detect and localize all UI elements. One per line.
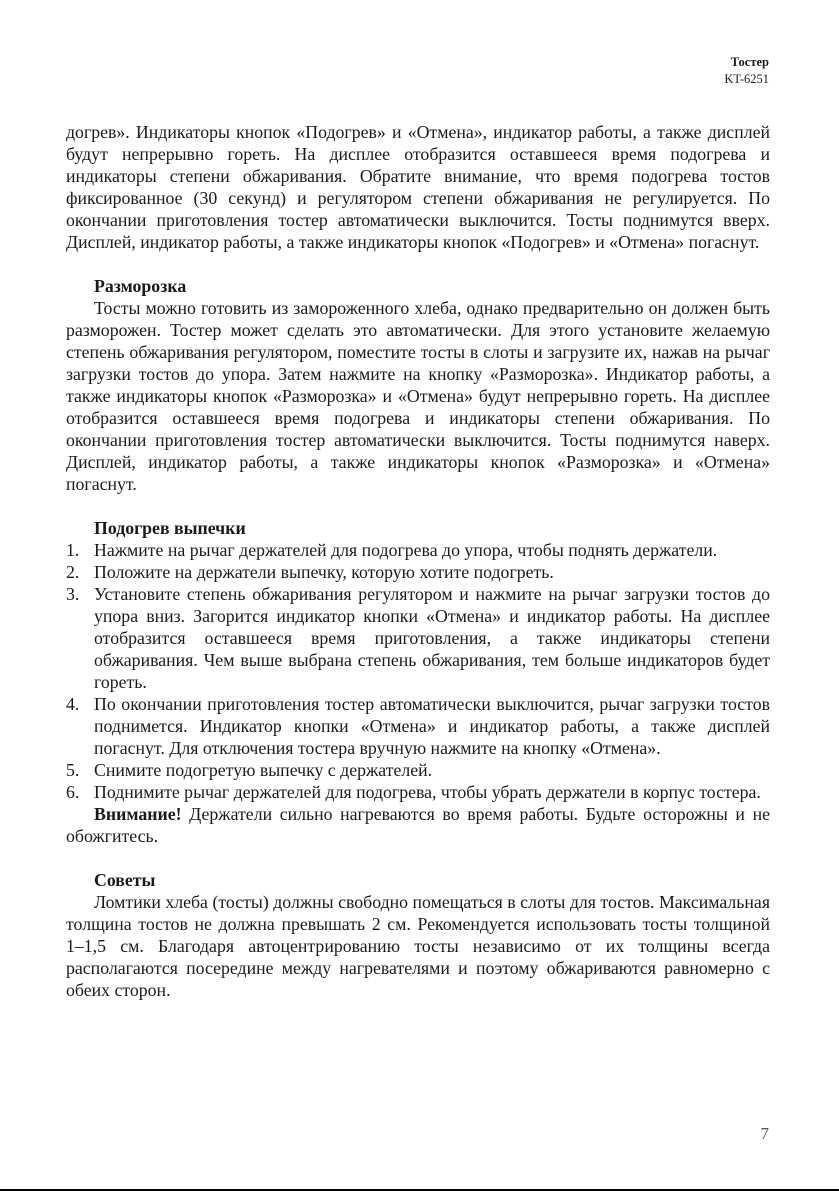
pastry-steps-list — [66, 539, 770, 803]
step-text: Положите на держатели выпечку, которую хотите подогреть. — [94, 562, 554, 582]
step-number: 5. — [66, 760, 80, 780]
tips-paragraph: Ломтики хлеба (тосты) должны свободно помещаться в слоты для тостов. Максимальная толщина тостов не должна превышать 2 см. Рекомендуется использовать тосты толщиной 1–1,5 см. Благодаря автоцентрированию тосты независимо от их толщины всегда располагаются посередине между нагревателями и поэтому обжариваются равномерно с обеих сторон. — [66, 892, 770, 1000]
step-number: 2. — [66, 562, 80, 582]
warning-paragraph — [66, 803, 770, 847]
page-header — [724, 54, 769, 88]
list-item — [66, 561, 770, 583]
step-text: Установите степень обжаривания регулятором и нажмите на рычаг загрузки тостов до упора вниз. Загорится индикатор кнопки «Отмена» и индикатор работы. На дисплее отобразится оставшееся время приготовления, а также индикаторы степени обжаривания. Чем выше выбрана степень обжаривания, тем больше индикаторов будет гореть. — [94, 584, 770, 692]
defrost-heading: Разморозка — [94, 276, 187, 296]
step-text: Поднимите рычаг держателей для подогрева, чтобы убрать держатели в корпус тостера. — [94, 782, 761, 802]
list-item — [66, 759, 770, 781]
step-text: Снимите подогретую выпечку с держателей. — [94, 760, 433, 780]
step-number: 6. — [66, 782, 80, 802]
list-item — [66, 781, 770, 803]
bottom-border — [0, 1189, 839, 1191]
page-content — [66, 121, 770, 1001]
page-number: 7 — [760, 1124, 769, 1143]
product-model: KT-6251 — [724, 72, 769, 86]
step-number: 1. — [66, 540, 80, 560]
step-number: 4. — [66, 694, 80, 714]
list-item — [66, 539, 770, 561]
warning-label: Внимание! — [94, 804, 182, 824]
product-title: Тостер — [730, 55, 769, 69]
pastry-heading: Подогрев выпечки — [94, 518, 246, 538]
list-item — [66, 693, 770, 759]
intro-paragraph: догрев». Индикаторы кнопок «Подогрев» и «Отмена», индикатор работы, а также дисплей будут непрерывно гореть. На дисплее отобразится оставшееся время подогрева и индикаторы степени обжаривания. Обратите внимание, что время подогрева тостов фиксированное (30 секунд) и регулятором степени обжаривания не регулируется. По окончании приготовления тостер автоматически выключится. Тосты поднимутся вверх. Дисплей, индикатор работы, а также индикаторы кнопок «Подогрев» и «Отмена» погаснут. — [66, 122, 770, 252]
defrost-paragraph: Тосты можно готовить из замороженного хлеба, однако предварительно он должен быть разморожен. Тостер может сделать это автоматически. Для этого установите желаемую степень обжаривания регулятором, поместите тосты в слоты и загрузите их, нажав на рычаг загрузки тостов до упора. Затем нажмите на кнопку «Разморозка». Индикатор работы, а также индикаторы кнопок «Разморозка» и «Отмена» будут непрерывно гореть. На дисплее отобразится оставшееся время подогрева и индикаторы степени обжаривания. По окончании приготовления тостер автоматически выключится. Тосты поднимутся наверх. Дисплей, индикатор работы, а также индикаторы кнопок «Разморозка» и «Отмена» погаснут. — [66, 298, 770, 494]
step-text: По окончании приготовления тостер автоматически выключится, рычаг загрузки тостов поднимется. Индикатор кнопки «Отмена» и индикатор работы, а также дисплей погаснут. Для отключения тостера вручную нажмите на кнопку «Отмена». — [94, 694, 770, 758]
step-text: Нажмите на рычаг держателей для подогрева до упора, чтобы поднять держатели. — [94, 540, 718, 560]
step-number: 3. — [66, 584, 80, 604]
tips-heading: Советы — [94, 870, 156, 890]
warning-text: Держатели сильно нагреваются во время работы. Будьте осторожны и не обожгитесь. — [66, 804, 770, 846]
list-item — [66, 583, 770, 693]
